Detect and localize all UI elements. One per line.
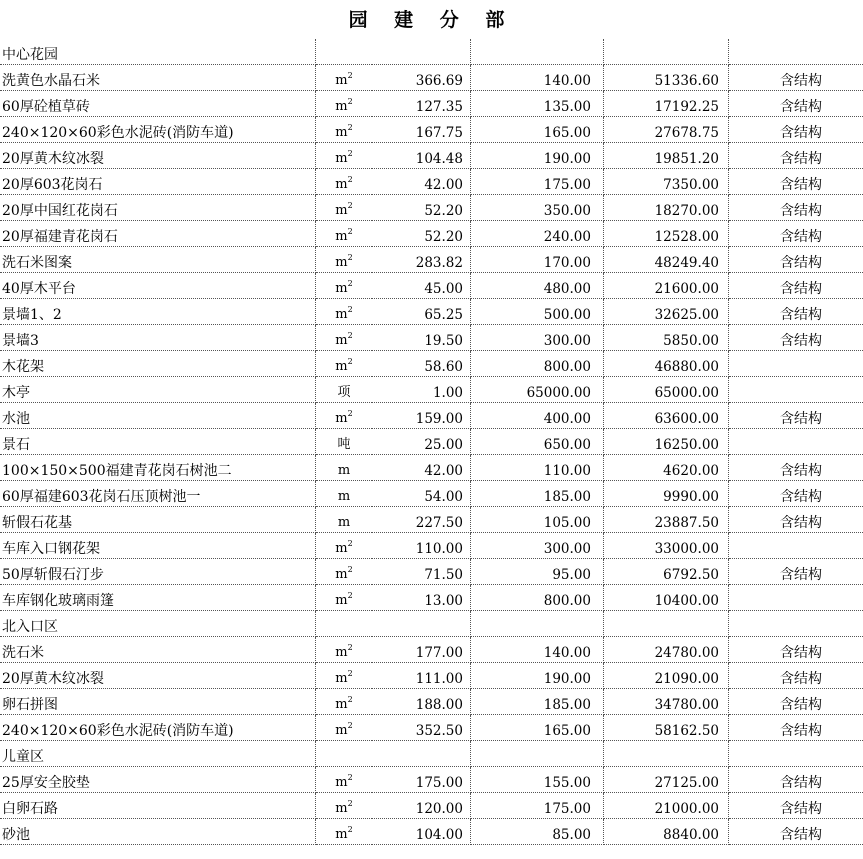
unit-price-cell[interactable]: 140.00 <box>471 65 604 91</box>
quantity-cell[interactable]: 159.00 <box>372 403 471 429</box>
quantity-cell[interactable]: 42.00 <box>372 455 471 481</box>
quantity-cell[interactable]: 104.00 <box>372 819 471 845</box>
amount-cell[interactable]: 21000.00 <box>604 793 729 819</box>
unit-cell[interactable]: $m^2$ <box>316 689 373 715</box>
note-cell[interactable]: 含结构 <box>729 299 863 325</box>
unit-price-cell[interactable]: 350.00 <box>471 195 604 221</box>
note-cell[interactable]: 含结构 <box>729 767 863 793</box>
item-name-cell[interactable]: 60厚福建603花岗石压顶树池一 <box>0 481 316 507</box>
table-row <box>0 455 863 481</box>
unit-cell[interactable]: $m^2$ <box>316 325 373 351</box>
item-name-cell[interactable]: 水池 <box>0 403 316 429</box>
unit-cell[interactable]: $m^2$ <box>316 221 373 247</box>
note-cell[interactable]: 含结构 <box>729 559 863 585</box>
item-name-cell[interactable]: 40厚木平台 <box>0 273 316 299</box>
quantity-cell[interactable]: 177.00 <box>372 637 471 663</box>
amount-cell[interactable]: 17192.25 <box>604 91 729 117</box>
item-name-cell[interactable]: 木亭 <box>0 377 316 403</box>
table-row <box>0 533 863 559</box>
note-cell[interactable]: 含结构 <box>729 91 863 117</box>
item-name-cell[interactable]: 儿童区 <box>0 741 316 767</box>
table-row <box>0 663 863 689</box>
quantity-cell[interactable] <box>372 39 471 65</box>
unit-cell[interactable]: $m^2$ <box>316 169 373 195</box>
quantity-cell[interactable]: 167.75 <box>372 117 471 143</box>
unit-cell[interactable]: $m^2$ <box>316 143 373 169</box>
note-cell[interactable] <box>729 351 863 377</box>
quantity-cell[interactable]: 127.35 <box>372 91 471 117</box>
amount-cell[interactable] <box>604 39 729 65</box>
note-cell[interactable]: 含结构 <box>729 403 863 429</box>
unit-price-cell[interactable]: 135.00 <box>471 91 604 117</box>
quantity-cell[interactable]: 110.00 <box>372 533 471 559</box>
unit-price-cell[interactable]: 800.00 <box>471 351 604 377</box>
quantity-cell[interactable]: 120.00 <box>372 793 471 819</box>
amount-cell[interactable]: 63600.00 <box>604 403 729 429</box>
note-cell[interactable]: 含结构 <box>729 689 863 715</box>
unit-price-cell[interactable]: 800.00 <box>471 585 604 611</box>
quantity-cell[interactable]: 175.00 <box>372 767 471 793</box>
table-row <box>0 585 863 611</box>
amount-cell[interactable]: 5850.00 <box>604 325 729 351</box>
item-name-cell[interactable]: 25厚安全胶垫 <box>0 767 316 793</box>
unit-price-cell[interactable]: 480.00 <box>471 273 604 299</box>
note-cell[interactable] <box>729 611 863 637</box>
item-name-cell[interactable]: 洗石米 <box>0 637 316 663</box>
note-cell[interactable]: 含结构 <box>729 637 863 663</box>
table-row <box>0 689 863 715</box>
quantity-cell[interactable]: 52.20 <box>372 221 471 247</box>
item-name-cell[interactable]: 洗黄色水晶石米 <box>0 65 316 91</box>
unit-price-cell[interactable] <box>471 39 604 65</box>
note-cell[interactable]: 含结构 <box>729 507 863 533</box>
amount-cell[interactable]: 48249.40 <box>604 247 729 273</box>
unit-price-cell[interactable]: 500.00 <box>471 299 604 325</box>
table-row <box>0 195 863 221</box>
unit-cell[interactable]: 吨 <box>316 429 373 455</box>
amount-cell[interactable]: 7350.00 <box>604 169 729 195</box>
unit-price-cell[interactable]: 140.00 <box>471 637 604 663</box>
unit-cell[interactable] <box>316 741 373 767</box>
unit-price-cell[interactable]: 300.00 <box>471 325 604 351</box>
unit-cell[interactable]: $m^2$ <box>316 65 373 91</box>
amount-cell[interactable]: 10400.00 <box>604 585 729 611</box>
quantity-cell[interactable]: 58.60 <box>372 351 471 377</box>
unit-price-cell[interactable]: 165.00 <box>471 715 604 741</box>
item-name-cell[interactable]: 北入口区 <box>0 611 316 637</box>
unit-price-cell[interactable]: 400.00 <box>471 403 604 429</box>
note-cell[interactable]: 含结构 <box>729 65 863 91</box>
amount-cell[interactable]: 9990.00 <box>604 481 729 507</box>
quantity-cell[interactable]: 45.00 <box>372 273 471 299</box>
amount-cell[interactable]: 6792.50 <box>604 559 729 585</box>
unit-price-cell[interactable]: 105.00 <box>471 507 604 533</box>
table-row <box>0 351 863 377</box>
unit-cell[interactable]: m <box>316 507 373 533</box>
note-cell[interactable]: 含结构 <box>729 663 863 689</box>
table-row <box>0 273 863 299</box>
amount-cell[interactable]: 34780.00 <box>604 689 729 715</box>
item-name-cell[interactable]: 20厚黄木纹冰裂 <box>0 663 316 689</box>
quantity-cell[interactable]: 227.50 <box>372 507 471 533</box>
amount-cell[interactable]: 24780.00 <box>604 637 729 663</box>
unit-cell[interactable]: $m^2$ <box>316 403 373 429</box>
item-name-cell[interactable]: 60厚砼植草砖 <box>0 91 316 117</box>
table-row <box>0 325 863 351</box>
note-cell[interactable]: 含结构 <box>729 715 863 741</box>
unit-price-cell[interactable]: 95.00 <box>471 559 604 585</box>
unit-price-cell[interactable]: 65000.00 <box>471 377 604 403</box>
unit-cell[interactable]: $m^2$ <box>316 559 373 585</box>
unit-cell[interactable]: m <box>316 481 373 507</box>
amount-cell[interactable]: 19851.20 <box>604 143 729 169</box>
amount-cell[interactable]: 46880.00 <box>604 351 729 377</box>
unit-price-cell[interactable]: 170.00 <box>471 247 604 273</box>
quantity-cell[interactable] <box>372 741 471 767</box>
table-row <box>0 403 863 429</box>
amount-cell[interactable]: 21600.00 <box>604 273 729 299</box>
unit-cell[interactable]: m <box>316 455 373 481</box>
unit-price-cell[interactable]: 175.00 <box>471 169 604 195</box>
item-name-cell[interactable]: 砂池 <box>0 819 316 845</box>
note-cell[interactable]: 含结构 <box>729 221 863 247</box>
note-cell[interactable]: 含结构 <box>729 455 863 481</box>
item-name-cell[interactable]: 景石 <box>0 429 316 455</box>
unit-price-cell[interactable]: 110.00 <box>471 455 604 481</box>
table-row <box>0 715 863 741</box>
unit-cell[interactable]: $m^2$ <box>316 91 373 117</box>
unit-price-cell[interactable]: 190.00 <box>471 143 604 169</box>
item-name-cell[interactable]: 100×150×500福建青花岗石树池二 <box>0 455 316 481</box>
note-cell[interactable]: 含结构 <box>729 247 863 273</box>
amount-cell[interactable]: 21090.00 <box>604 663 729 689</box>
unit-price-cell[interactable]: 175.00 <box>471 793 604 819</box>
item-name-cell[interactable]: 50厚斩假石汀步 <box>0 559 316 585</box>
amount-cell[interactable]: 32625.00 <box>604 299 729 325</box>
table-row <box>0 299 863 325</box>
quantity-cell[interactable]: 25.00 <box>372 429 471 455</box>
quantity-cell[interactable]: 283.82 <box>372 247 471 273</box>
unit-cell[interactable]: $m^2$ <box>316 637 373 663</box>
unit-price-cell[interactable]: 240.00 <box>471 221 604 247</box>
quantity-cell[interactable]: 352.50 <box>372 715 471 741</box>
quantity-cell[interactable]: 19.50 <box>372 325 471 351</box>
note-cell[interactable] <box>729 39 863 65</box>
amount-cell[interactable]: 51336.60 <box>604 65 729 91</box>
note-cell[interactable] <box>729 585 863 611</box>
unit-cell[interactable]: $m^2$ <box>316 663 373 689</box>
quantity-cell[interactable]: 52.20 <box>372 195 471 221</box>
note-cell[interactable]: 含结构 <box>729 793 863 819</box>
quantity-cell[interactable]: 13.00 <box>372 585 471 611</box>
item-name-cell[interactable]: 洗石米图案 <box>0 247 316 273</box>
note-cell[interactable] <box>729 377 863 403</box>
unit-cell[interactable]: $m^2$ <box>316 299 373 325</box>
quantity-cell[interactable]: 188.00 <box>372 689 471 715</box>
item-name-cell[interactable]: 240×120×60彩色水泥砖(消防车道) <box>0 715 316 741</box>
table-row <box>0 481 863 507</box>
table-row <box>0 637 863 663</box>
quantity-cell[interactable]: 65.25 <box>372 299 471 325</box>
table-row <box>0 117 863 143</box>
amount-cell[interactable]: 4620.00 <box>604 455 729 481</box>
unit-cell[interactable]: $m^2$ <box>316 793 373 819</box>
quantity-cell[interactable]: 42.00 <box>372 169 471 195</box>
amount-cell[interactable]: 23887.50 <box>604 507 729 533</box>
page-title: 园 建 分 部 <box>348 9 515 31</box>
note-cell[interactable] <box>729 533 863 559</box>
cost-table-body <box>0 39 863 845</box>
note-cell[interactable]: 含结构 <box>729 117 863 143</box>
item-name-cell[interactable]: 20厚603花岗石 <box>0 169 316 195</box>
cost-table <box>0 39 863 845</box>
amount-cell[interactable]: 12528.00 <box>604 221 729 247</box>
amount-cell[interactable]: 33000.00 <box>604 533 729 559</box>
unit-price-cell[interactable] <box>471 741 604 767</box>
note-cell[interactable] <box>729 429 863 455</box>
item-name-cell[interactable]: 景墙3 <box>0 325 316 351</box>
note-cell[interactable] <box>729 741 863 767</box>
table-row <box>0 793 863 819</box>
unit-cell[interactable]: $m^2$ <box>316 195 373 221</box>
table-row <box>0 741 863 767</box>
quantity-cell[interactable] <box>372 611 471 637</box>
note-cell[interactable]: 含结构 <box>729 169 863 195</box>
item-name-cell[interactable]: 木花架 <box>0 351 316 377</box>
note-cell[interactable]: 含结构 <box>729 143 863 169</box>
quantity-cell[interactable]: 1.00 <box>372 377 471 403</box>
unit-price-cell[interactable]: 155.00 <box>471 767 604 793</box>
unit-cell[interactable]: $m^2$ <box>316 819 373 845</box>
unit-price-cell[interactable]: 300.00 <box>471 533 604 559</box>
amount-cell[interactable] <box>604 611 729 637</box>
item-name-cell[interactable]: 车库入口钢花架 <box>0 533 316 559</box>
unit-cell[interactable]: $m^2$ <box>316 533 373 559</box>
item-name-cell[interactable]: 卵石拼图 <box>0 689 316 715</box>
quantity-cell[interactable]: 54.00 <box>372 481 471 507</box>
unit-cell[interactable]: $m^2$ <box>316 247 373 273</box>
unit-cell[interactable]: 项 <box>316 377 373 403</box>
quantity-cell[interactable]: 104.48 <box>372 143 471 169</box>
item-name-cell[interactable]: 斩假石花基 <box>0 507 316 533</box>
amount-cell[interactable]: 16250.00 <box>604 429 729 455</box>
table-row <box>0 819 863 845</box>
unit-price-cell[interactable]: 165.00 <box>471 117 604 143</box>
unit-price-cell[interactable]: 85.00 <box>471 819 604 845</box>
table-row <box>0 39 863 65</box>
amount-cell[interactable]: 65000.00 <box>604 377 729 403</box>
note-cell[interactable]: 含结构 <box>729 273 863 299</box>
unit-cell[interactable]: $m^2$ <box>316 585 373 611</box>
item-name-cell[interactable]: 240×120×60彩色水泥砖(消防车道) <box>0 117 316 143</box>
unit-cell[interactable] <box>316 39 373 65</box>
unit-price-cell[interactable]: 185.00 <box>471 481 604 507</box>
note-cell[interactable]: 含结构 <box>729 325 863 351</box>
note-cell[interactable]: 含结构 <box>729 195 863 221</box>
unit-price-cell[interactable]: 650.00 <box>471 429 604 455</box>
table-row <box>0 247 863 273</box>
unit-cell[interactable]: $m^2$ <box>316 351 373 377</box>
quantity-cell[interactable]: 366.69 <box>372 65 471 91</box>
item-name-cell[interactable]: 20厚福建青花岗石 <box>0 221 316 247</box>
amount-cell[interactable]: 27125.00 <box>604 767 729 793</box>
amount-cell[interactable]: 27678.75 <box>604 117 729 143</box>
table-row <box>0 169 863 195</box>
item-name-cell[interactable]: 车库钢化玻璃雨篷 <box>0 585 316 611</box>
item-name-cell[interactable]: 20厚中国红花岗石 <box>0 195 316 221</box>
table-row <box>0 377 863 403</box>
unit-cell[interactable]: $m^2$ <box>316 273 373 299</box>
amount-cell[interactable]: 58162.50 <box>604 715 729 741</box>
quantity-cell[interactable]: 111.00 <box>372 663 471 689</box>
table-row <box>0 507 863 533</box>
table-row <box>0 221 863 247</box>
table-row <box>0 65 863 91</box>
table-row <box>0 611 863 637</box>
item-name-cell[interactable]: 20厚黄木纹冰裂 <box>0 143 316 169</box>
amount-cell[interactable]: 18270.00 <box>604 195 729 221</box>
unit-price-cell[interactable] <box>471 611 604 637</box>
item-name-cell[interactable]: 白卵石路 <box>0 793 316 819</box>
unit-price-cell[interactable]: 190.00 <box>471 663 604 689</box>
unit-cell[interactable]: $m^2$ <box>316 767 373 793</box>
table-row <box>0 559 863 585</box>
amount-cell[interactable] <box>604 741 729 767</box>
quantity-cell[interactable]: 71.50 <box>372 559 471 585</box>
item-name-cell[interactable]: 景墙1、2 <box>0 299 316 325</box>
table-row <box>0 91 863 117</box>
amount-cell[interactable]: 8840.00 <box>604 819 729 845</box>
note-cell[interactable]: 含结构 <box>729 819 863 845</box>
item-name-cell[interactable]: 中心花园 <box>0 39 316 65</box>
unit-cell[interactable]: $m^2$ <box>316 715 373 741</box>
table-row <box>0 143 863 169</box>
table-row <box>0 767 863 793</box>
table-row <box>0 429 863 455</box>
note-cell[interactable]: 含结构 <box>729 481 863 507</box>
unit-cell[interactable]: $m^2$ <box>316 117 373 143</box>
unit-cell[interactable] <box>316 611 373 637</box>
unit-price-cell[interactable]: 185.00 <box>471 689 604 715</box>
